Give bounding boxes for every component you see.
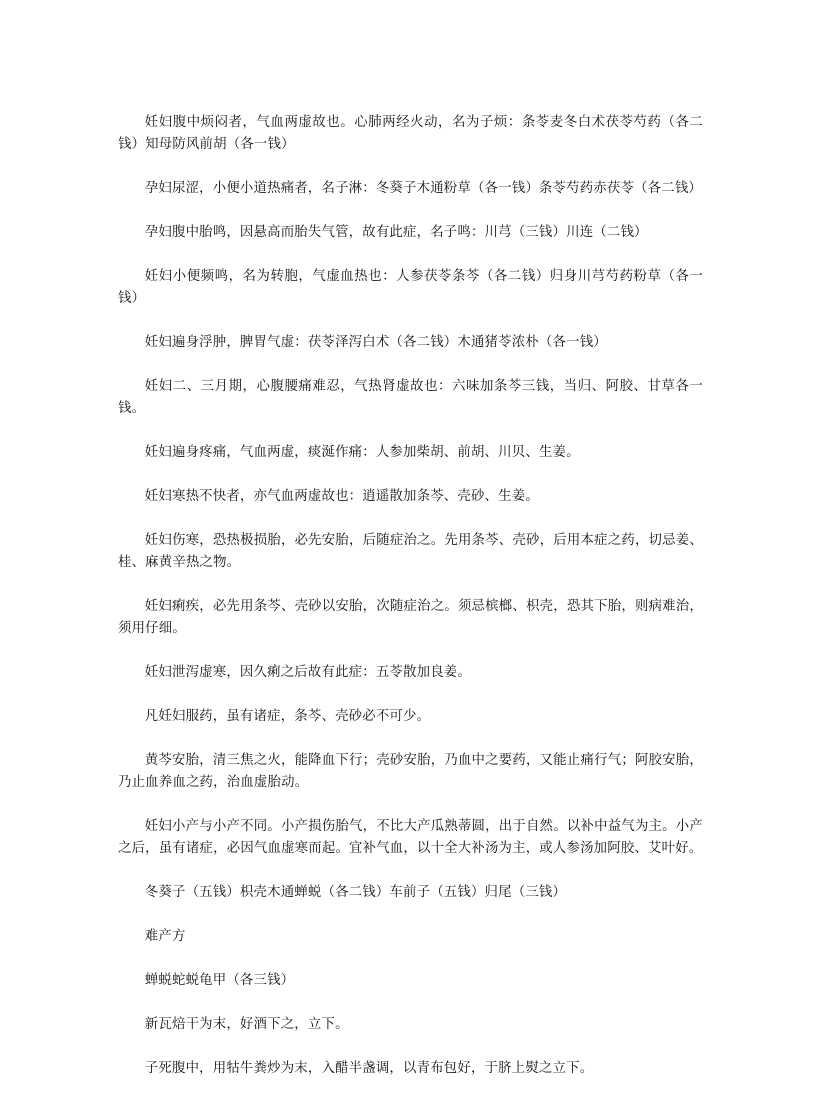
paragraph-formula-2: 蝉蜕蛇蜕龟甲（各三钱） xyxy=(144,973,295,988)
paragraph-tengtong: 妊妇遍身疼痛，气血两虚，痰涎作痛：人参加柴胡、前胡、川贝、生姜。 xyxy=(144,445,580,460)
paragraph-preparation: 新瓦焙干为末，好酒下之，立下。 xyxy=(144,1017,349,1032)
paragraph-fuzhong: 妊妇遍身浮肿，脾胃气虚：茯苓泽泻白术（各二钱）木通猪苓浓朴（各一钱） xyxy=(144,335,607,350)
paragraph-shanghan: 妊妇伤寒，恐热极损胎，必先安胎，后随症治之。先用条芩、壳砂，后用本症之药，切忌姜、桂、麻黄辛热之物。 xyxy=(118,533,703,570)
paragraph-formula-1: 冬葵子（五钱）枳壳木通蝉蜕（各二钱）车前子（五钱）归尾（三钱） xyxy=(144,885,567,900)
paragraph-hanre: 妊妇寒热不快者，亦气血两虚故也：逍遥散加条芩、壳砂、生姜。 xyxy=(144,489,539,504)
paragraph-antai: 黄芩安胎，清三焦之火，能降血下行；壳砂安胎，乃血中之要药，又能止痛行气；阿胶安胎，乃止血养血之药，治血虚胎动。 xyxy=(118,753,703,790)
section-heading-nanchan: 难产方 xyxy=(144,929,186,944)
paragraph-zilin: 孕妇尿涩，小便小道热痛者，名子淋：冬葵子木通粉草（各一钱）条苓芍药赤茯苓（各二钱） xyxy=(144,181,703,196)
paragraph-xiaochan: 妊妇小产与小产不同。小产损伤胎气，不比大产瓜熟蒂圆，出于自然。以补中益气为主。小产之后，虽有诸症，必因气血虚寒而起。宜补气血，以十全大补汤为主，或人参汤加阿胶、艾叶好。 xyxy=(118,819,703,856)
paragraph-xiexie: 妊妇泄泻虚寒，因久痢之后故有此症：五苓散加良姜。 xyxy=(144,665,471,680)
paragraph-zifan: 妊妇腹中烦闷者，气血两虚故也。心肺两经火动，名为子烦：条苓麦冬白术茯苓芍药（各二钱）知母防风前胡（各一钱） xyxy=(118,115,703,152)
paragraph-liji: 妊妇痢疾，必先用条芩、壳砂以安胎，次随症治之。须忌槟榔、枳壳，恐其下胎，则病难治，须用仔细。 xyxy=(118,599,703,636)
paragraph-yaotong: 妊妇二、三月期，心腹腰痛难忍，气热肾虚故也：六味加条芩三钱，当归、阿胶、甘草各一钱。 xyxy=(118,379,703,416)
paragraph-zhuanbao: 妊妇小便频鸣，名为转胞，气虚血热也：人参茯苓条芩（各二钱）归身川芎芍药粉草（各一钱） xyxy=(118,269,703,306)
paragraph-ziming: 孕妇腹中胎鸣，因悬高而胎失气管，故有此症，名子鸣：川芎（三钱）川连（二钱） xyxy=(144,225,648,240)
document-page xyxy=(118,112,703,1102)
paragraph-sitai: 子死腹中，用牯牛粪炒为末，入醋半盏调，以青布包好，于脐上熨之立下。 xyxy=(144,1061,594,1076)
paragraph-fuyao: 凡妊妇服药，虽有诸症，条芩、壳砂必不可少。 xyxy=(144,709,431,724)
